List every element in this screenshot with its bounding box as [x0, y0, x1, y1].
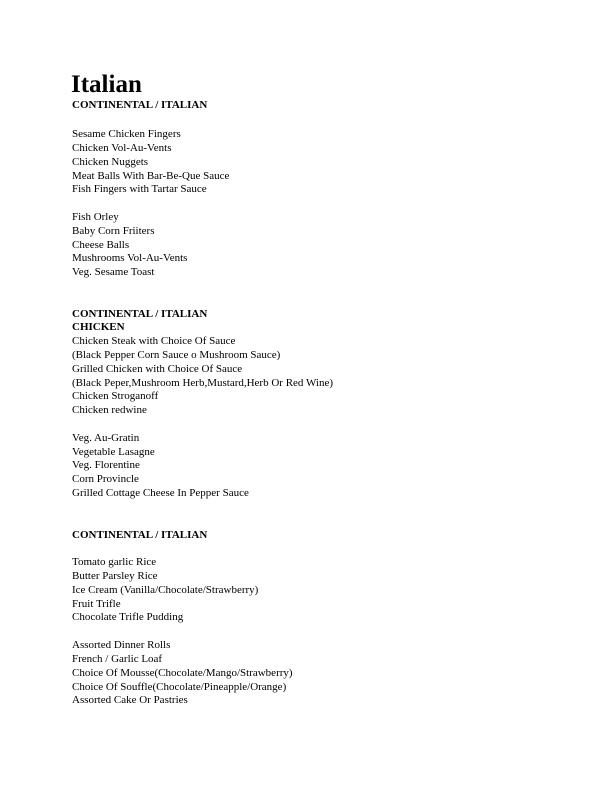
menu-item: Veg. Florentine	[72, 459, 140, 471]
menu-item: Fish Orley	[72, 211, 119, 223]
menu-item: Mushrooms Vol-Au-Vents	[72, 252, 188, 264]
menu-item: Fish Fingers with Tartar Sauce	[72, 183, 207, 195]
menu-item: Grilled Cottage Cheese In Pepper Sauce	[72, 487, 249, 499]
menu-item: Chocolate Trifle Pudding	[72, 611, 184, 623]
menu-item: Veg. Sesame Toast	[72, 266, 155, 278]
menu-item: (Black Pepper Corn Sauce o Mushroom Sauce)	[72, 349, 281, 361]
menu-item: Chicken redwine	[72, 404, 147, 416]
menu-item: Assorted Cake Or Pastries	[72, 694, 188, 706]
menu-item: Grilled Chicken with Choice Of Sauce	[72, 363, 243, 375]
menu-item: Butter Parsley Rice	[72, 570, 158, 582]
menu-item: Sesame Chicken Fingers	[72, 128, 181, 140]
menu-item: Chicken Vol-Au-Vents	[72, 142, 172, 154]
menu-item: Cheese Balls	[72, 239, 130, 251]
menu-item: Chicken Nuggets	[72, 156, 149, 168]
menu-item: Vegetable Lasagne	[72, 446, 155, 458]
menu-item: Baby Corn Friiters	[72, 225, 155, 237]
menu-item: Corn Provincle	[72, 473, 139, 485]
menu-item: Choice Of Souffle(Chocolate/Pineapple/Orange)	[72, 681, 287, 693]
section-subheading: CHICKEN	[72, 321, 125, 333]
menu-item: Chicken Stroganoff	[72, 390, 159, 402]
menu-item: Choice Of Mousse(Chocolate/Mango/Strawberry)	[72, 667, 293, 679]
section-heading: CONTINENTAL / ITALIAN	[72, 529, 208, 541]
section-heading: CONTINENTAL / ITALIAN	[72, 99, 208, 111]
menu-item: Fruit Trifle	[72, 598, 121, 610]
menu-item: Tomato garlic Rice	[72, 556, 157, 568]
menu-item: Veg. Au-Gratin	[72, 432, 140, 444]
menu-item: Assorted Dinner Rolls	[72, 639, 171, 651]
section-heading: CONTINENTAL / ITALIAN	[72, 308, 208, 320]
menu-item: Chicken Steak with Choice Of Sauce	[72, 335, 236, 347]
menu-item: Meat Balls With Bar-Be-Que Sauce	[72, 170, 230, 182]
page-title: Italian	[71, 71, 142, 98]
menu-item: (Black Peper,Mushroom Herb,Mustard,Herb Or Red Wine)	[72, 377, 334, 389]
menu-item: Ice Cream (Vanilla/Chocolate/Strawberry)	[72, 584, 259, 596]
menu-item: French / Garlic Loaf	[72, 653, 163, 665]
